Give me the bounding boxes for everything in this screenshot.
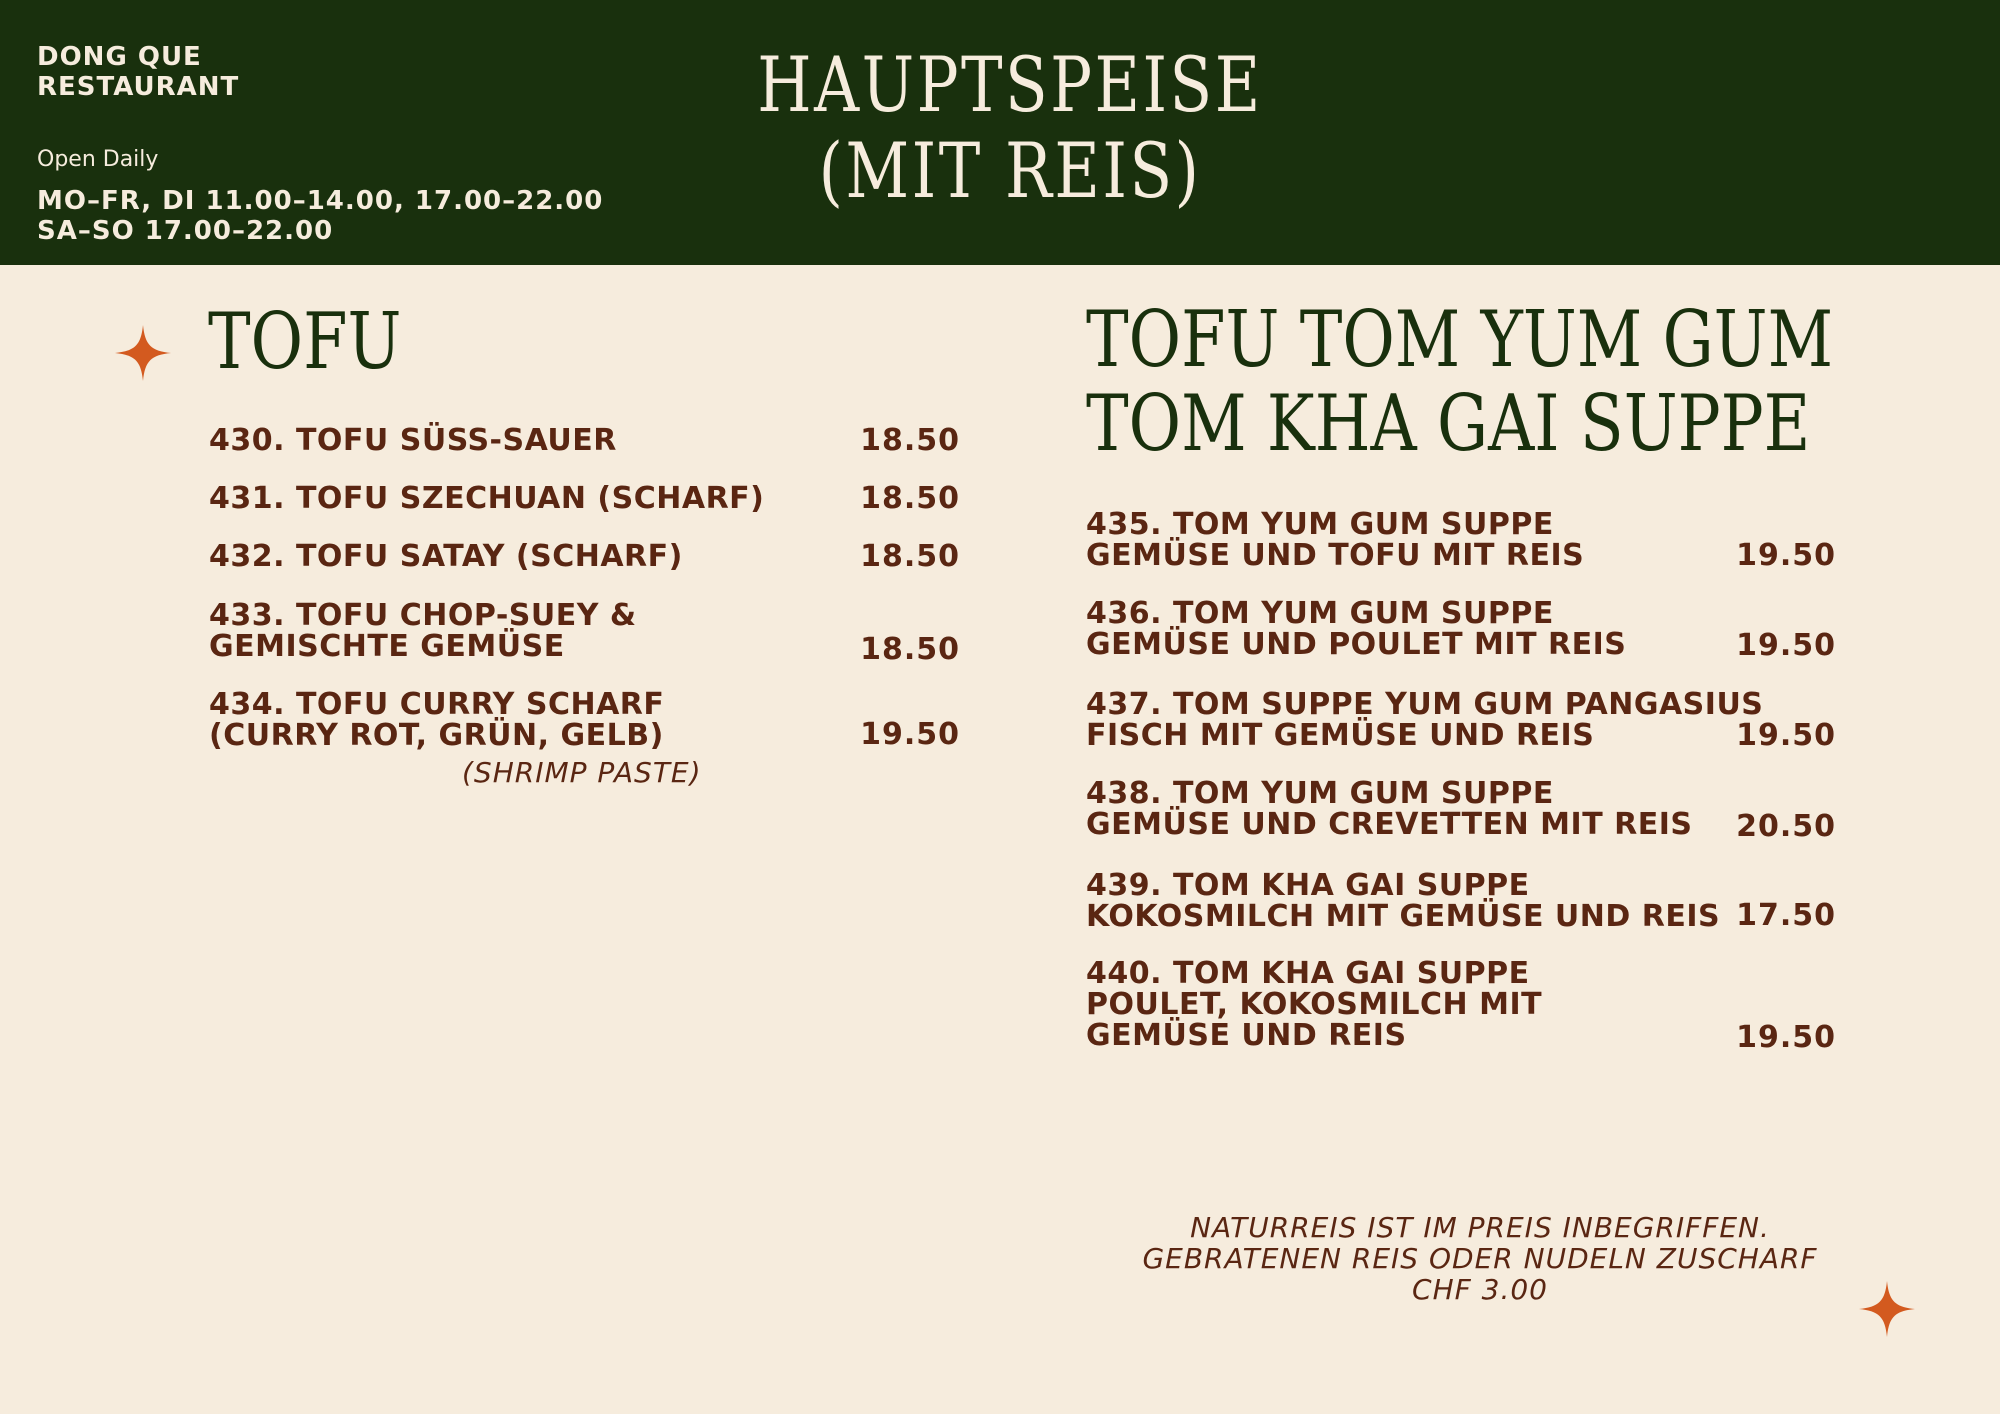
page-title xyxy=(723,42,1297,214)
menu-item-name-line1: 433. TOFU CHOP-SUEY & xyxy=(209,598,637,633)
menu-item-price: 19.50 xyxy=(860,717,960,752)
restaurant-name-line2: RESTAURANT xyxy=(37,72,240,102)
page-title-line1: HAUPTSPEISE xyxy=(757,40,1263,129)
header-bar xyxy=(0,0,2000,265)
open-daily-label: Open Daily xyxy=(37,147,159,172)
menu-item-name-line2: GEMÜSE UND TOFU MIT REIS xyxy=(1086,538,1585,573)
opening-hours xyxy=(37,186,603,246)
menu-item-name: 430. TOFU SÜSS-SAUER xyxy=(209,423,617,458)
menu-item xyxy=(1086,689,1763,751)
menu-item-price: 20.50 xyxy=(1736,809,1836,844)
menu-item xyxy=(209,600,637,662)
footer-note-line3: CHF 3.00 xyxy=(1412,1273,1548,1306)
restaurant-name-line1: DONG QUE xyxy=(37,42,202,72)
footer-note-line2: GEBRATENEN REIS ODER NUDELN ZUSCHARF xyxy=(1142,1242,1818,1275)
menu-item xyxy=(209,483,764,514)
menu-item-name-line2: GEMISCHTE GEMÜSE xyxy=(209,629,565,664)
menu-item xyxy=(209,689,664,751)
menu-item-price: 19.50 xyxy=(1736,1020,1836,1055)
sparkle-star-icon xyxy=(1859,1281,1915,1337)
menu-item-name-line2: POULET, KOKOSMILCH MIT xyxy=(1086,987,1543,1022)
page-title-line2: (MIT REIS) xyxy=(818,126,1202,215)
menu-item xyxy=(1086,509,1584,571)
menu-item xyxy=(1086,870,1720,932)
menu-item-price: 19.50 xyxy=(1736,538,1836,573)
menu-item-name-line1: 438. TOM YUM GUM SUPPE xyxy=(1086,776,1554,811)
menu-item xyxy=(1086,958,1542,1051)
menu-item-price: 17.50 xyxy=(1736,898,1836,933)
sparkle-star-icon xyxy=(115,325,171,381)
menu-item-price: 18.50 xyxy=(860,481,960,516)
footer-note-line1: NATURREIS IST IM PREIS INBEGRIFFEN. xyxy=(1190,1211,1770,1244)
menu-item-name-line1: 437. TOM SUPPE YUM GUM PANGASIUS xyxy=(1086,687,1764,722)
menu-item-name-line2: KOKOSMILCH MIT GEMÜSE UND REIS xyxy=(1086,899,1721,934)
menu-item-name-line3: GEMÜSE UND REIS xyxy=(1086,1018,1407,1053)
menu-item-name-line2: GEMÜSE UND CREVETTEN MIT REIS xyxy=(1086,807,1693,842)
menu-item-price: 18.50 xyxy=(860,539,960,574)
restaurant-name xyxy=(37,42,239,102)
menu-item-name-line2: (CURRY ROT, GRÜN, GELB) xyxy=(209,718,664,753)
menu-item-price: 18.50 xyxy=(860,423,960,458)
menu-item xyxy=(1086,598,1626,660)
menu-item-name-line1: 439. TOM KHA GAI SUPPE xyxy=(1086,868,1530,903)
footer-note xyxy=(1050,1212,1910,1305)
menu-item-name-line1: 440. TOM KHA GAI SUPPE xyxy=(1086,956,1530,991)
menu-item xyxy=(1086,778,1692,840)
hours-line2: SA–SO 17.00–22.00 xyxy=(37,216,334,246)
menu-item-price: 19.50 xyxy=(1736,718,1836,753)
soup-section-title-line2: TOM KHA GAI SUPPE xyxy=(1086,379,1811,469)
menu-item-name: 431. TOFU SZECHUAN (SCHARF) xyxy=(209,481,765,516)
menu-item-name-line1: 436. TOM YUM GUM SUPPE xyxy=(1086,596,1554,631)
hours-line1: MO–FR, DI 11.00–14.00, 17.00–22.00 xyxy=(37,186,604,216)
menu-item-price: 19.50 xyxy=(1736,628,1836,663)
menu-item-note: (SHRIMP PASTE) xyxy=(462,756,702,789)
menu-item-price: 18.50 xyxy=(860,632,960,667)
soup-section-title-line1: TOFU TOM YUM GUM xyxy=(1086,295,1834,385)
menu-item-name-line2: GEMÜSE UND POULET MIT REIS xyxy=(1086,627,1627,662)
menu-item-name-line2: FISCH MIT GEMÜSE UND REIS xyxy=(1086,718,1595,753)
menu-item xyxy=(209,541,683,572)
menu-item-name: 432. TOFU SATAY (SCHARF) xyxy=(209,539,683,574)
tofu-section-title: TOFU xyxy=(208,297,402,387)
menu-item xyxy=(209,425,617,456)
soup-section-title xyxy=(1086,295,1834,469)
menu-item-name-line1: 434. TOFU CURRY SCHARF xyxy=(209,687,665,722)
menu-item-name-line1: 435. TOM YUM GUM SUPPE xyxy=(1086,507,1554,542)
